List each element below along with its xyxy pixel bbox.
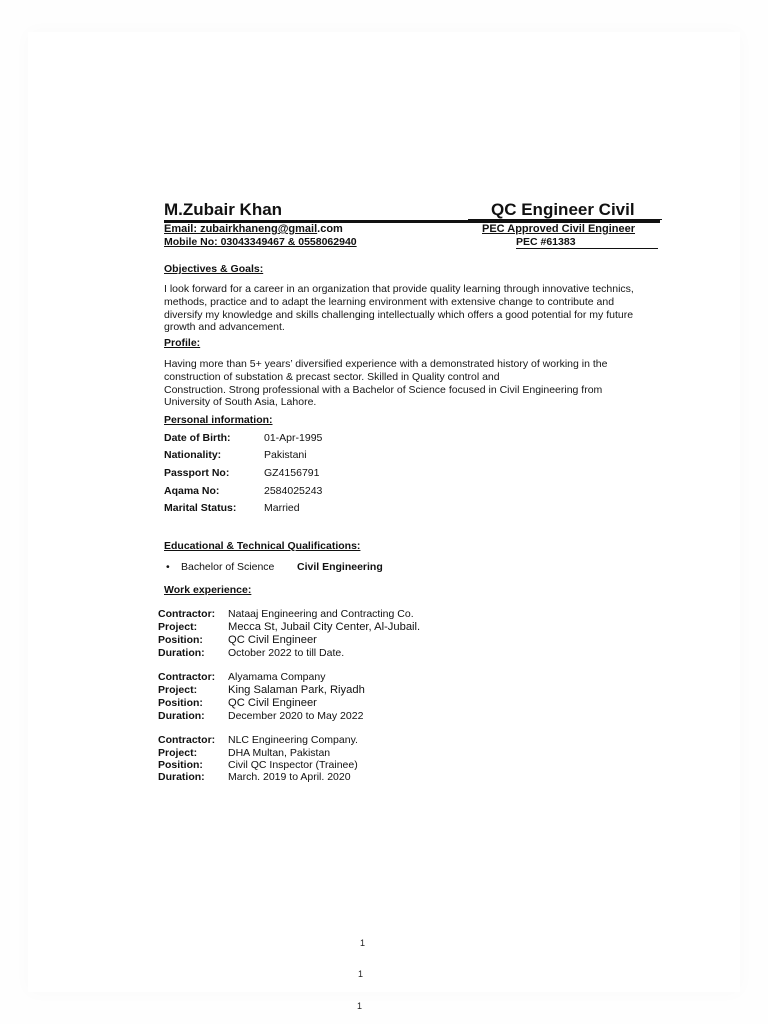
pec-approval: PEC Approved Civil Engineer	[482, 223, 636, 235]
pec-number: PEC #61383	[516, 236, 576, 248]
job-contractor: NLC Engineering Company.	[228, 734, 358, 746]
job-duration: October 2022 to till Date.	[228, 647, 345, 659]
email-address[interactable]: Email: zubairkhaneng@gmail	[164, 223, 318, 235]
job-duration: December 2020 to May 2022	[228, 710, 364, 722]
job-label: Duration:	[158, 771, 205, 783]
objectives-heading: Objectives & Goals:	[164, 263, 264, 275]
profile-line: University of South Asia, Lahore.	[164, 396, 317, 409]
job-label: Project:	[158, 747, 198, 759]
pi-label: Nationality:	[164, 449, 222, 461]
bullet-icon: •	[166, 561, 170, 573]
resume-page	[28, 32, 740, 992]
pi-value: Married	[264, 502, 300, 514]
email-line	[164, 223, 343, 235]
job-label: Duration:	[158, 647, 205, 659]
objectives-paragraph	[164, 283, 634, 334]
objectives-line: growth and advancement.	[164, 321, 285, 334]
job-title: QC Engineer Civil	[491, 200, 635, 219]
work-heading: Work experience:	[164, 584, 252, 596]
profile-line: construction of substation & precast sector. Skilled in Quality control and	[164, 370, 500, 383]
job-label: Position:	[158, 634, 203, 646]
email-suffix: .com	[317, 223, 343, 235]
pi-label: Passport No:	[164, 467, 230, 479]
profile-line: Having more than 5+ years’ diversified experience with a demonstrated history of working in the	[164, 358, 608, 370]
page-number: 1	[360, 938, 366, 948]
job-project: Mecca St, Jubail City Center, Al-Jubail.	[228, 621, 421, 633]
objectives-line: methods, practice and to adapt the learning environment with extensive change to contribute and	[164, 295, 615, 308]
mobile-line: Mobile No: 03043349467 & 0558062940	[164, 236, 357, 248]
page-number: 1	[357, 1001, 363, 1011]
job-label: Contractor:	[158, 608, 216, 620]
job-contractor: Alyamama Company	[228, 671, 326, 683]
pi-label: Date of Birth:	[164, 432, 231, 444]
candidate-name: M.Zubair Khan	[164, 200, 283, 219]
job-label: Position:	[158, 759, 203, 771]
pi-value: Pakistani	[264, 449, 307, 461]
pi-label: Marital Status:	[164, 502, 237, 514]
education-field: Civil Engineering	[297, 561, 383, 573]
education-heading: Educational & Technical Qualifications:	[164, 540, 361, 552]
header-rule-thin	[468, 219, 662, 220]
personal-info-heading: Personal information:	[164, 414, 273, 426]
pec-underline	[516, 248, 658, 249]
job-label: Duration:	[158, 710, 205, 722]
job-label: Project:	[158, 621, 198, 633]
objectives-line: diversify my knowledge and skills challenging intellectually which offers a good potential for my future	[164, 308, 634, 321]
pi-value: GZ4156791	[264, 467, 320, 479]
job-label: Contractor:	[158, 734, 216, 746]
job-contractor: Nataaj Engineering and Contracting Co.	[228, 608, 414, 620]
job-label: Contractor:	[158, 671, 216, 683]
job-position: QC Civil Engineer	[228, 697, 317, 709]
pi-value: 2584025243	[264, 485, 323, 497]
profile-heading: Profile:	[164, 337, 201, 349]
job-project: King Salaman Park, Riyadh	[228, 684, 365, 696]
job-duration: March. 2019 to April. 2020	[228, 771, 351, 783]
job-project: DHA Multan, Pakistan	[228, 747, 331, 759]
pi-label: Aqama No:	[164, 485, 220, 497]
job-label: Position:	[158, 697, 203, 709]
education-degree: Bachelor of Science	[181, 561, 275, 573]
job-position: QC Civil Engineer	[228, 634, 317, 646]
job-label: Project:	[158, 684, 198, 696]
page-number: 1	[358, 969, 364, 979]
pi-value: 01-Apr-1995	[264, 432, 323, 444]
profile-paragraph	[164, 358, 607, 409]
job-position: Civil QC Inspector (Trainee)	[228, 759, 358, 771]
profile-line: Construction. Strong professional with a Bachelor of Science focused in Civil Engineering from	[164, 383, 603, 396]
objectives-line: I look forward for a career in an organization that provide quality learning through innovative technics,	[164, 283, 634, 295]
